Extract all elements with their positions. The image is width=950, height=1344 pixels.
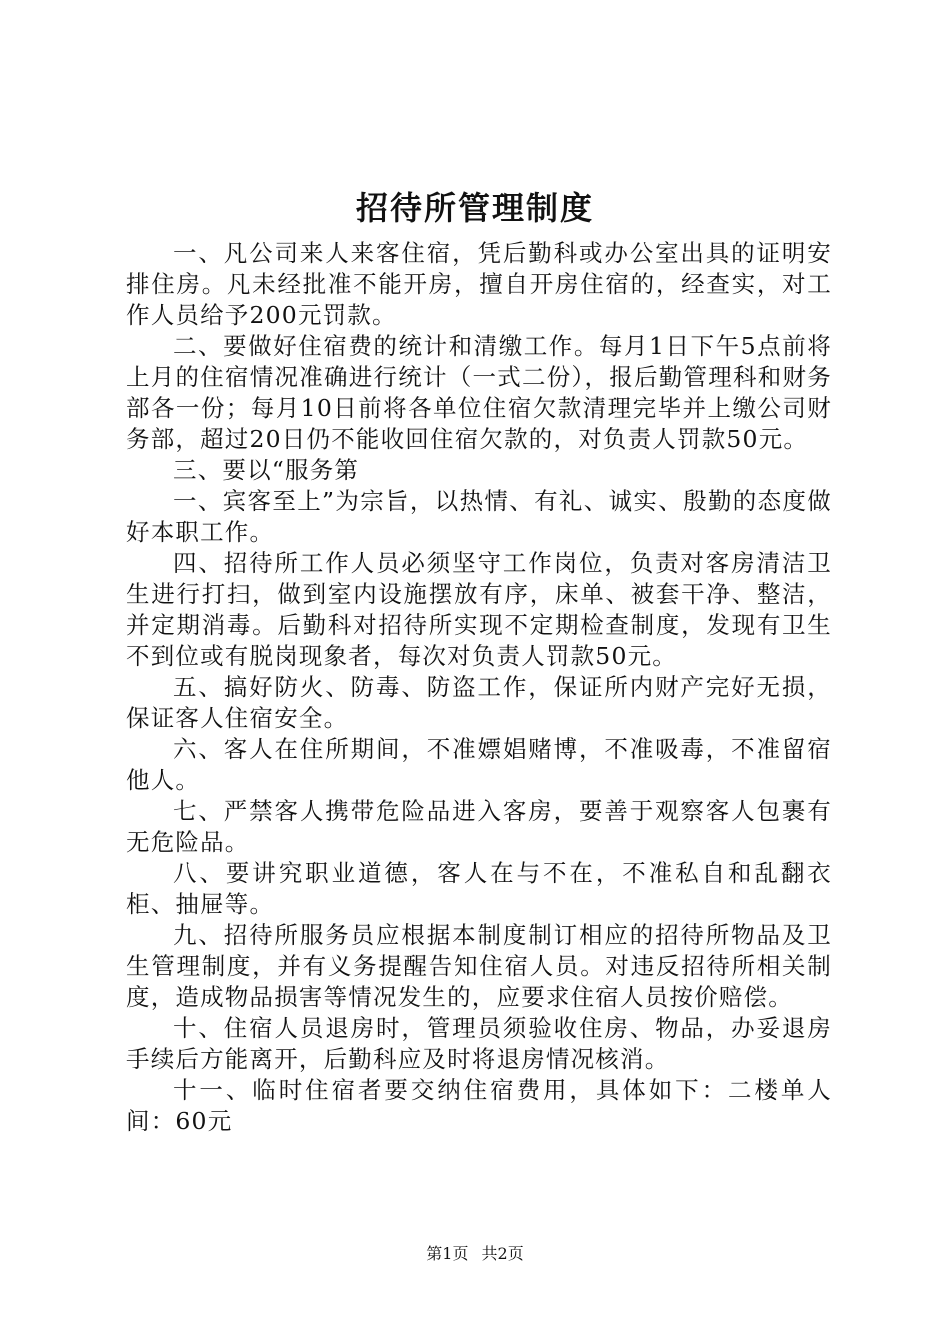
paragraph-4: 一、宾客至上”为宗旨，以热情、有礼、诚实、殷勤的态度做好本职工作。: [126, 487, 832, 546]
paragraph-11: 十、住宿人员退房时，管理员须验收住房、物品，办妥退房手续后方能离开，后勤科应及时将退房情况核消。: [126, 1014, 832, 1073]
page-total: 共2页: [481, 1244, 524, 1263]
paragraph-5: 四、招待所工作人员必须坚守工作岗位，负责对客房清洁卫生进行打扫，做到室内设施摆放有序，床单、被套干净、整洁，并定期消毒。后勤科对招待所实现不定期检查制度，发现有卫生不到位或有脱岗现象者，每次对负责人罚款50元。: [126, 549, 832, 670]
paragraph-12: 十一、临时住宿者要交纳住宿费用，具体如下：二楼单人间：60元: [126, 1076, 832, 1135]
paragraph-2: 二、要做好住宿费的统计和清缴工作。每月1日下午5点前将上月的住宿情况准确进行统计（一式二份），报后勤管理科和财务部各一份；每月10日前将各单位住宿欠款清理完毕并上缴公司财务部，超过20日仍不能收回住宿欠款的，对负责人罚款50元。: [126, 332, 832, 453]
page-number: 第1页: [426, 1244, 469, 1263]
paragraph-10: 九、招待所服务员应根据本制度制订相应的招待所物品及卫生管理制度，并有义务提醒告知住宿人员。对违反招待所相关制度，造成物品损害等情况发生的，应要求住宿人员按价赔偿。: [126, 921, 832, 1011]
paragraph-9: 八、要讲究职业道德，客人在与不在，不准私自和乱翻衣柜、抽屉等。: [126, 859, 832, 918]
paragraph-1: 一、凡公司来人来客住宿，凭后勤科或办公室出具的证明安排住房。凡未经批准不能开房，擅自开房住宿的，经查实，对工作人员给予200元罚款。: [126, 239, 832, 329]
document-body: [126, 238, 832, 1137]
paragraph-8: 七、严禁客人携带危险品进入客房，要善于观察客人包裹有无危险品。: [126, 797, 832, 856]
page-footer: [0, 1242, 950, 1266]
paragraph-7: 六、客人在住所期间，不准嫖娼赌博，不准吸毒，不准留宿他人。: [126, 735, 832, 794]
paragraph-3: 三、要以“服务第: [173, 456, 360, 484]
document-title: 招待所管理制度: [355, 189, 594, 227]
paragraph-6: 五、搞好防火、防毒、防盗工作，保证所内财产完好无损，保证客人住宿安全。: [126, 673, 832, 732]
